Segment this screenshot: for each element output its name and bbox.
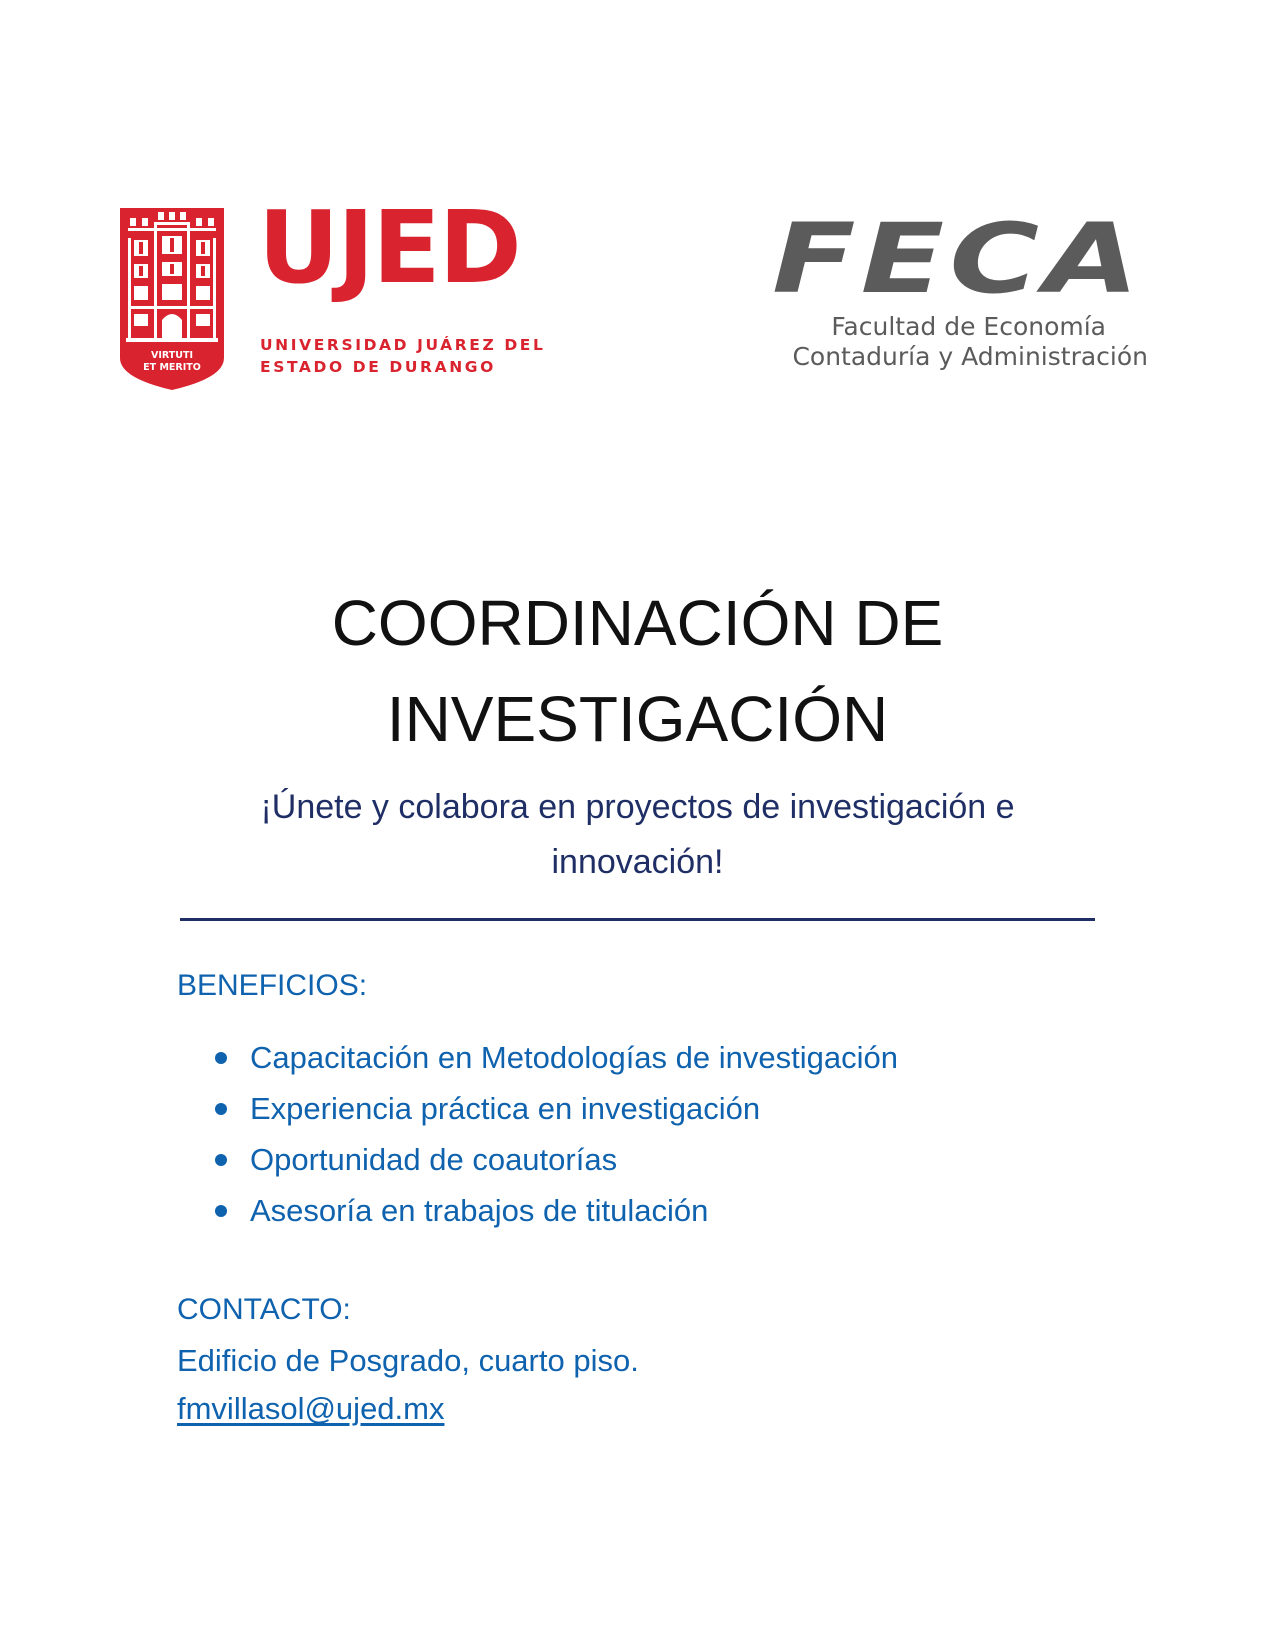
contact-email-link[interactable]: fmvillasol@ujed.mx: [177, 1391, 445, 1426]
bullet-icon: [215, 1154, 227, 1166]
feca-subtitle: [768, 312, 1148, 372]
page-title-line2: INVESTIGACIÓN: [386, 683, 889, 755]
page-title: [180, 575, 1095, 767]
benefits-heading: BENEFICIOS:: [177, 969, 368, 1002]
list-item: [215, 1185, 898, 1236]
bullet-icon: [215, 1205, 227, 1217]
page-title-line1: COORDINACIÓN DE: [331, 587, 944, 659]
list-item: [215, 1032, 898, 1083]
divider: [180, 918, 1095, 921]
contact-heading: CONTACTO:: [177, 1293, 351, 1326]
list-item: [215, 1134, 898, 1185]
ujed-wordmark: UJED: [258, 189, 520, 306]
ujed-motto-line1: VIRTUTI: [151, 350, 193, 361]
feca-subtitle-line2: Contaduría y Administración: [792, 342, 1148, 371]
ujed-logo: [118, 189, 558, 390]
tagline: ¡Únete y colabora en proyectos de investigación e innovación!: [260, 788, 1015, 881]
ujed-motto-line2: ET MERITO: [143, 362, 201, 373]
ujed-name-line1: UNIVERSIDAD JUÁREZ DEL: [260, 336, 546, 354]
benefit-text: Asesoría en trabajos de titulación: [250, 1193, 709, 1228]
feca-subtitle-line1: Facultad de Economía: [831, 312, 1106, 341]
contact-address: Edificio de Posgrado, cuarto piso.: [177, 1343, 639, 1378]
feca-wordmark-text: FECA: [772, 214, 1144, 304]
feca-wordmark: [768, 214, 1148, 304]
benefit-text: Oportunidad de coautorías: [250, 1142, 618, 1177]
bullet-icon: [215, 1103, 227, 1115]
benefit-text: Experiencia práctica en investigación: [250, 1091, 761, 1126]
feca-logo: [768, 214, 1148, 384]
benefits-list: [215, 1032, 898, 1236]
list-item: [215, 1083, 898, 1134]
bullet-icon: [215, 1052, 227, 1064]
ujed-shield-icon: [118, 208, 226, 390]
ujed-full-name: [260, 334, 545, 378]
ujed-name-line2: ESTADO DE DURANGO: [260, 358, 496, 376]
benefit-text: Capacitación en Metodologías de investigación: [250, 1040, 898, 1075]
